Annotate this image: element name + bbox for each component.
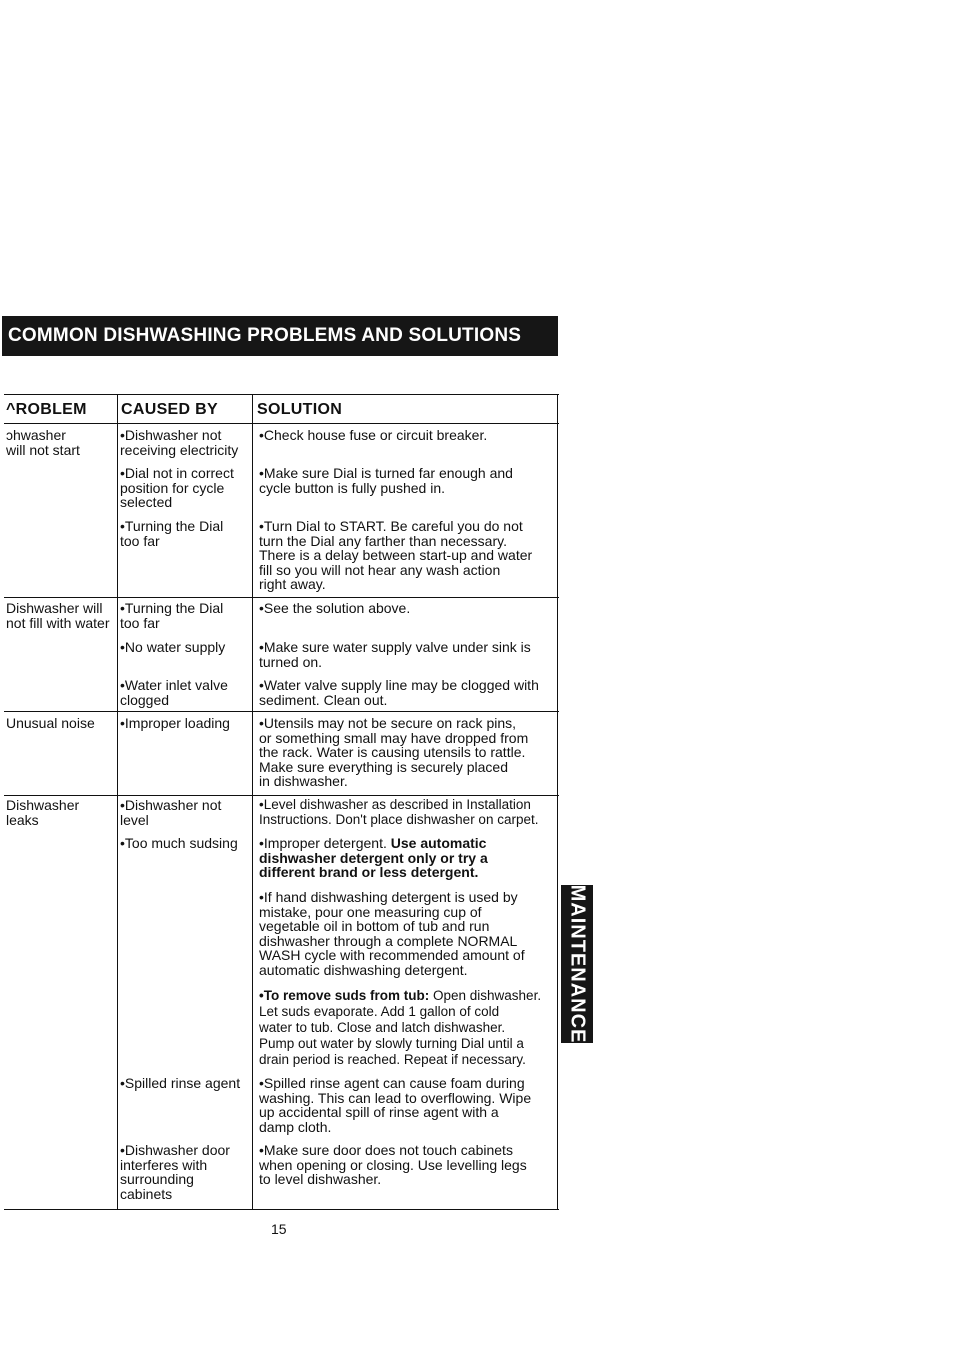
row-divider	[4, 711, 559, 712]
problems-table	[4, 394, 559, 1210]
column-divider	[117, 395, 118, 1209]
solution-emphasis: Use automatic dishwasher detergent only or try a different brand or less detergent.	[259, 835, 488, 881]
solution-cell: •Check house fuse or circuit breaker.	[259, 427, 488, 443]
header-solution: SOLUTION	[257, 401, 343, 418]
solution-cell: •Level dishwasher as described in Installation Instructions. Don't place dishwasher on carpet.	[259, 797, 539, 827]
cause-cell: •Dishwasher not receiving electricity	[120, 427, 239, 458]
solution-cell: •Utensils may not be secure on rack pins, or something small may have dropped from the rack. Water is causing utensils to rattle. Make sure everything is securely placed in dishwasher.	[259, 715, 529, 790]
solution-text: Open dishwasher. Let suds evaporate. Add 1 gallon of cold water to tub. Close and latch dishwasher. Pump out water by slowly turning Dial until a drain period is reached. Repeat if necessary.	[259, 988, 542, 1067]
cause-cell: •Too much sudsing	[120, 835, 238, 851]
row-divider	[4, 795, 559, 796]
solution-cell: •Turn Dial to START. Be careful you do not turn the Dial any farther than necessary. There is a delay between start-up and water fill so you will not hear any wash action right away.	[259, 518, 533, 593]
cause-cell: •No water supply	[120, 639, 226, 655]
solution-cell: •If hand dishwashing detergent is used by mistake, pour one measuring cup of vegetable oil in bottom of tub and run dishwasher through a complete NORMAL WASH cycle with recommended amount of automatic dishwashing detergent.	[259, 889, 525, 978]
column-divider	[557, 395, 558, 1209]
problem-cell: Dishwasher will not fill with water	[6, 600, 110, 631]
header-divider	[4, 423, 559, 424]
header-caused-by: CAUSED BY	[121, 401, 218, 418]
problem-cell: Unusual noise	[6, 715, 95, 731]
maintenance-side-tab	[561, 885, 593, 1043]
solution-cell: •Make sure water supply valve under sink is turned on.	[259, 639, 531, 670]
cause-cell: •Dial not in correct position for cycle selected	[120, 465, 234, 511]
page-number: 15	[271, 1221, 287, 1237]
cause-cell: •Turning the Dial too far	[120, 518, 224, 549]
cause-cell: •Improper loading	[120, 715, 230, 731]
cause-cell: •Turning the Dial too far	[120, 600, 224, 631]
solution-cell: •Spilled rinse agent can cause foam during washing. This can lead to overflowing. Wipe up accidental spill of rinse agent with a damp cloth.	[259, 1075, 532, 1135]
solution-text: •Improper detergent.	[259, 835, 391, 851]
solution-cell: •Make sure Dial is turned far enough and cycle button is fully pushed in.	[259, 465, 513, 496]
solution-cell: •See the solution above.	[259, 600, 411, 616]
problem-cell: Dishwasher leaks	[6, 797, 80, 828]
solution-cell	[259, 988, 541, 1068]
problem-cell: ɔhwasher will not start	[6, 427, 80, 458]
solution-emphasis: •To remove suds from tub:	[259, 988, 430, 1003]
solution-cell: •Water valve supply line may be clogged with sediment. Clean out.	[259, 677, 539, 708]
page-title: COMMON DISHWASHING PROBLEMS AND SOLUTIONS	[2, 316, 558, 356]
header-problem: ^ROBLEM	[6, 401, 87, 418]
solution-cell: •Make sure door does not touch cabinets when opening or closing. Use levelling legs to level dishwasher.	[259, 1142, 527, 1188]
side-tab-label: MAINTENANCE	[566, 884, 589, 1044]
column-divider	[252, 395, 253, 1209]
cause-cell: •Spilled rinse agent	[120, 1075, 241, 1091]
cause-cell: •Water inlet valve clogged	[120, 677, 228, 708]
row-divider	[4, 597, 559, 598]
solution-cell	[259, 836, 488, 880]
cause-cell: •Dishwasher not level	[120, 797, 222, 828]
cause-cell: •Dishwasher door interferes with surrounding cabinets	[120, 1142, 230, 1202]
